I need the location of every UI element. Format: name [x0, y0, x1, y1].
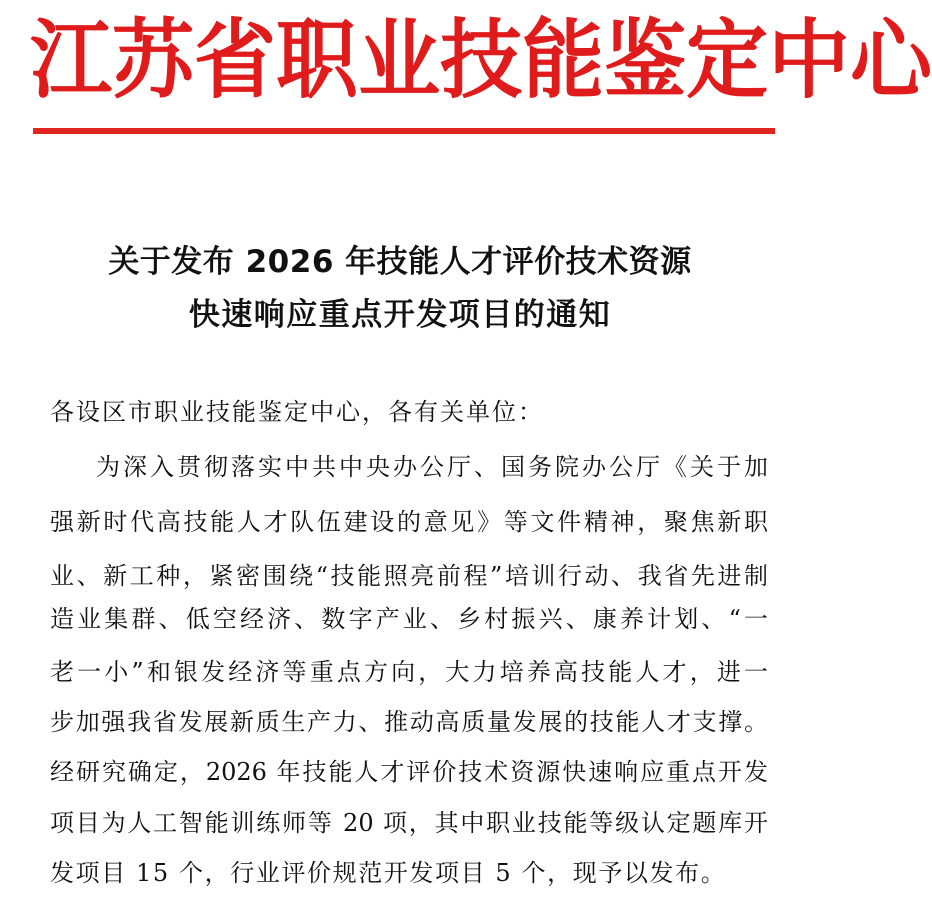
body-line: 为深入贯彻落实中共中央办公厅、国务院办公厅《关于加 [96, 453, 768, 481]
masthead-char: 鉴 [604, 10, 687, 111]
masthead-char: 江 [30, 10, 113, 111]
masthead-char: 能 [522, 10, 605, 111]
document-title-line-1: 关于发布 2026 年技能人才评价技术资源 [108, 244, 692, 280]
body-line: 强新时代高技能人才队伍建设的意见》等文件精神，聚焦新职 [50, 508, 768, 536]
body-line: 项目为人工智能训练师等 20 项，其中职业技能等级认定题库开 [50, 809, 768, 837]
body-line: 经研究确定，2026 年技能人才评价技术资源快速响应重点开发 [50, 758, 768, 786]
masthead-red-rule [33, 128, 775, 134]
masthead-char: 心 [850, 10, 932, 111]
body-line: 步加强我省发展新质生产力、推动高质量发展的技能人才支撑。 [50, 708, 768, 736]
salutation: 各设区市职业技能鉴定中心，各有关单位： [50, 398, 544, 426]
masthead-issuer-name [30, 2, 932, 120]
masthead-char: 中 [768, 10, 851, 111]
masthead-char: 业 [358, 10, 441, 111]
masthead-char: 定 [686, 10, 769, 111]
masthead-char: 苏 [112, 10, 195, 111]
body-line: 造业集群、低空经济、数字产业、乡村振兴、康养计划、“一 [50, 605, 768, 633]
masthead-char: 省 [194, 10, 277, 111]
body-line: 发项目 15 个，行业评价规范开发项目 5 个，现予以发布。 [50, 859, 727, 887]
document-title-line-2: 快速响应重点开发项目的通知 [188, 297, 612, 333]
body-line: 老一小”和银发经济等重点方向，大力培养高技能人才，进一 [50, 658, 768, 686]
masthead-char: 技 [440, 10, 523, 111]
body-line: 业、新工种，紧密围绕“技能照亮前程”培训行动、我省先进制 [50, 562, 768, 590]
masthead-char: 职 [276, 10, 359, 111]
